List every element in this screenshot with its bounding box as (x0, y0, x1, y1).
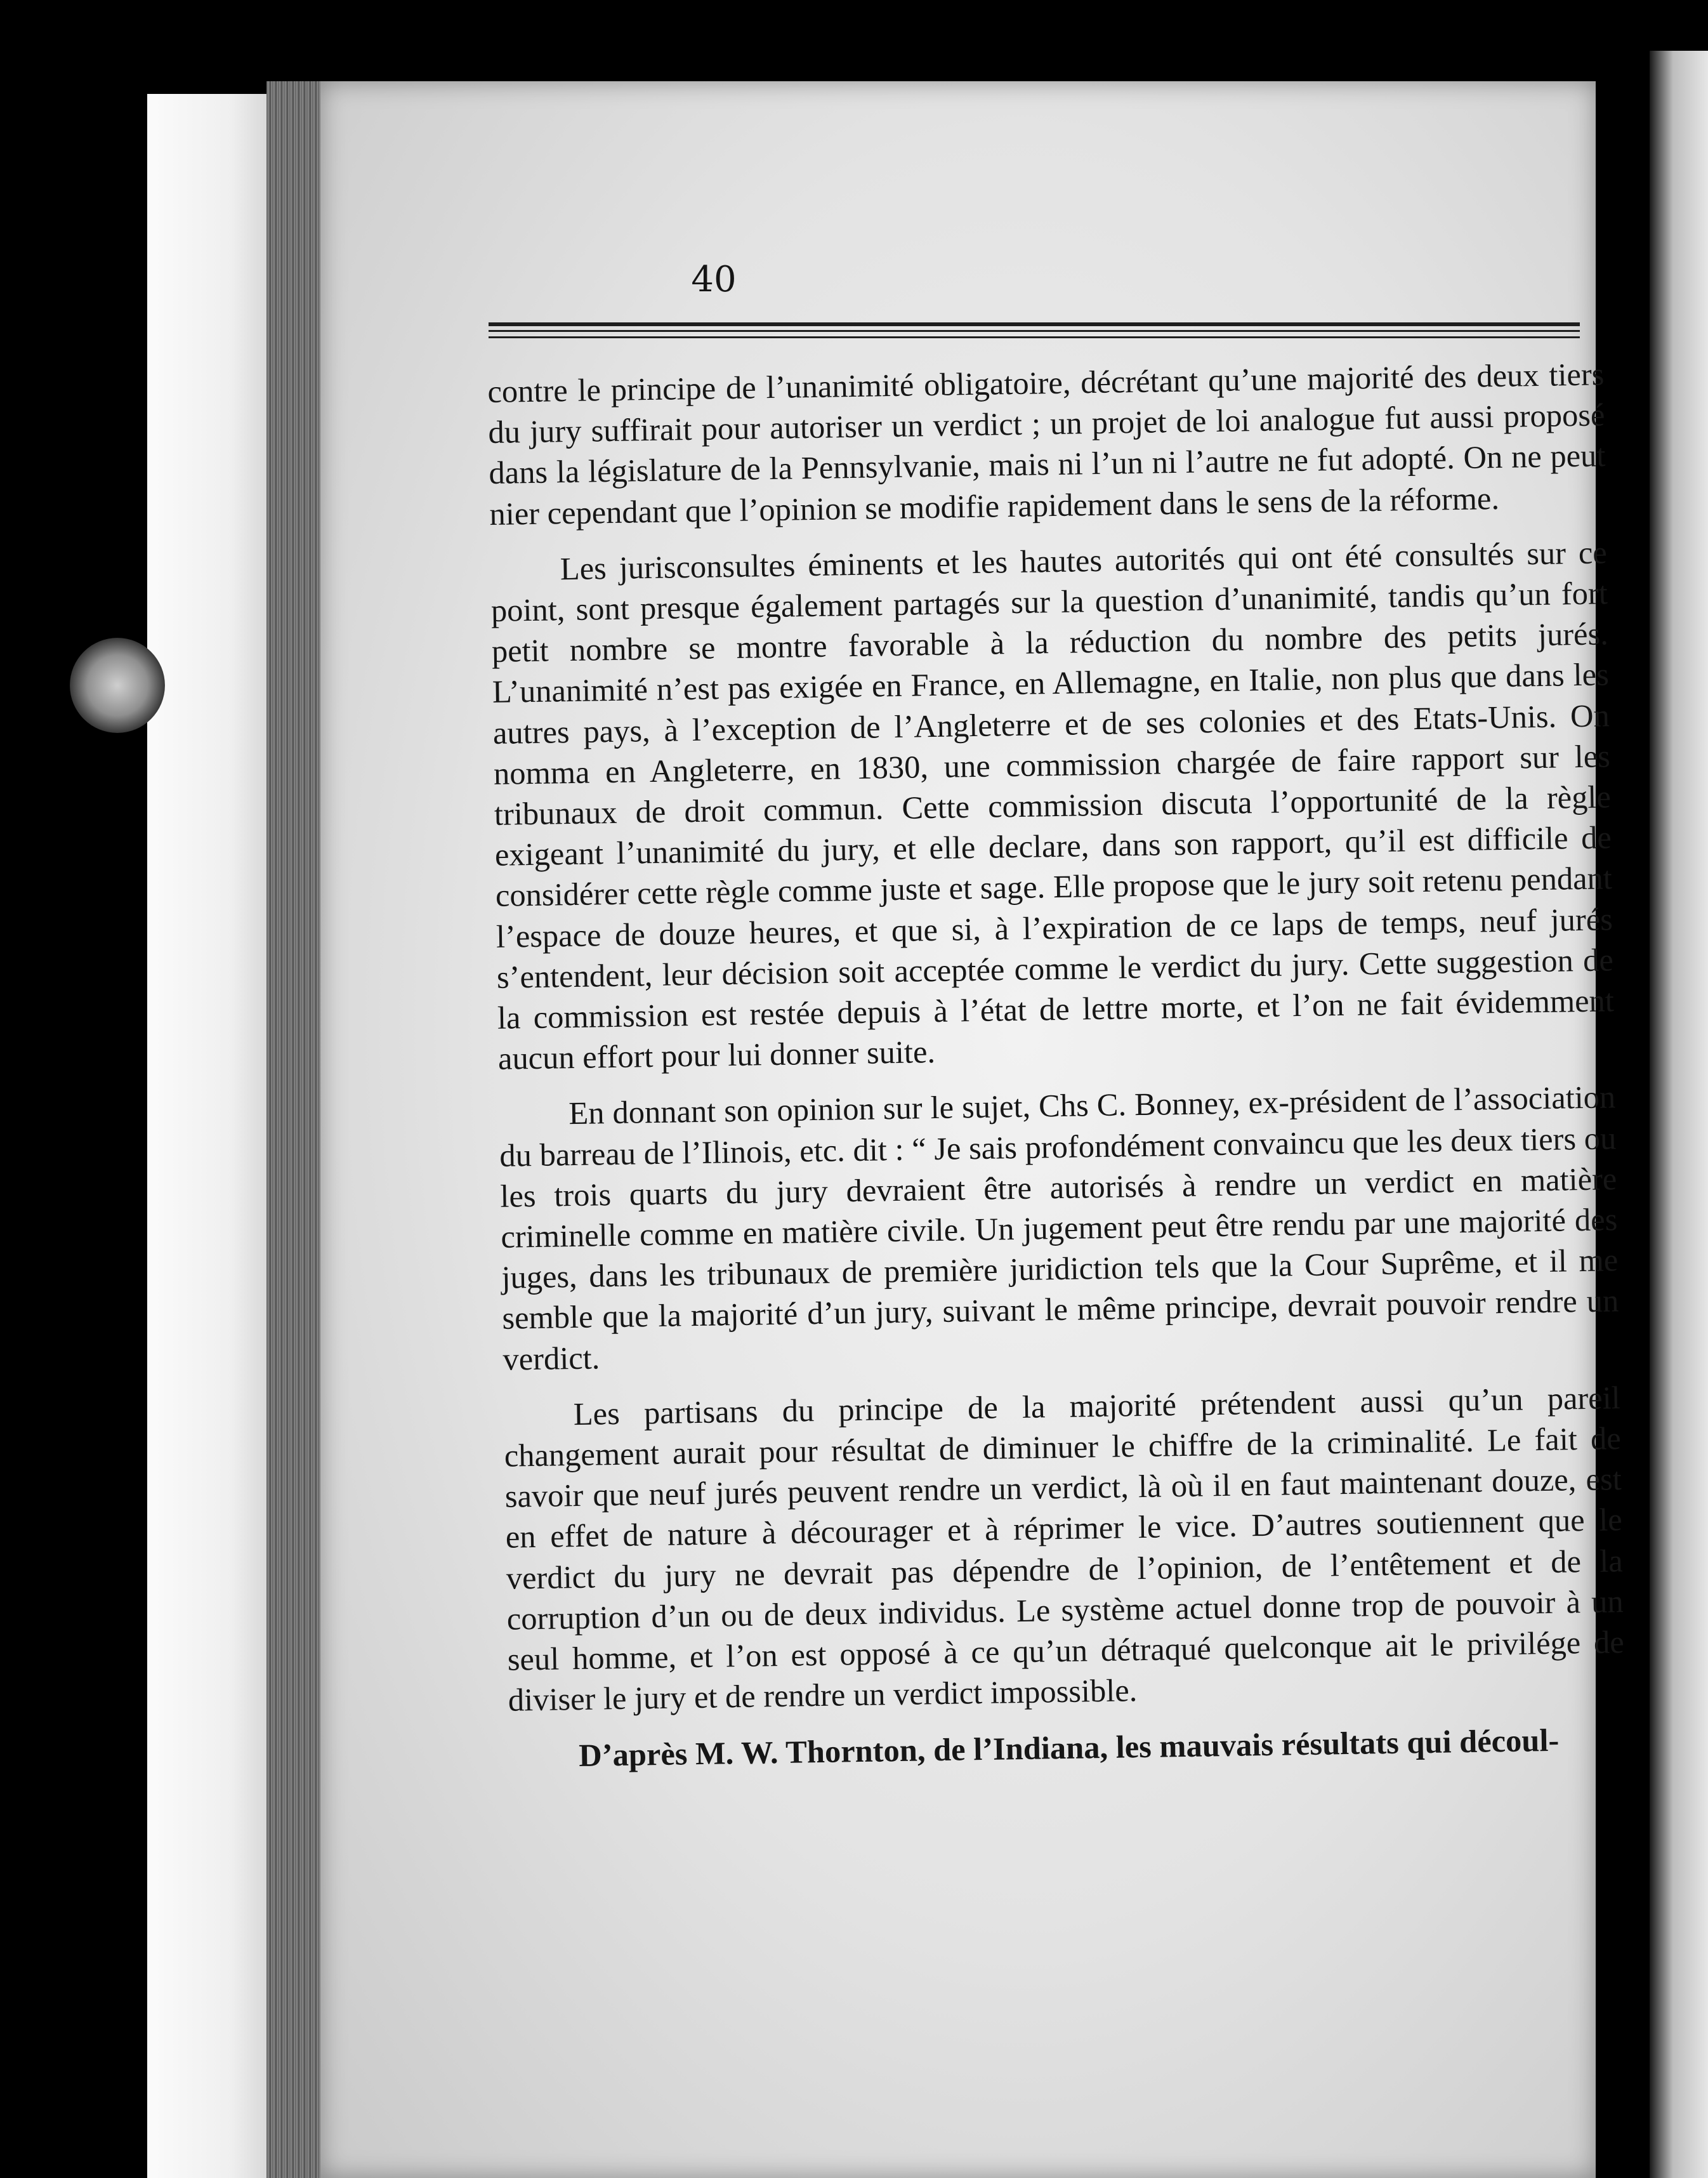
paragraph: contre le principe de l’unanimité obligatoire, décrétant qu’une majorité des deux tiers du jury suffirait pour autoriser un verdict ; un projet de loi analogue fut aussi proposé dans la législature de la Pennsylvanie, mais ni l’un ni l’autre ne fut adopté. On ne peut nier cependant que l’opinion se modifie rapidement dans le sens de la réforme. (487, 356, 1606, 532)
paragraph: Les partisans du principe de la majorité prétendent aussi qu’un pareil changement aurait pour résultat de diminuer le chiffre de la criminalité. Le fait de savoir que neuf jurés peuvent rendre un verdict, là où il en faut maintenant douze, est en effet de nature à décourager et à réprimer le vice. D’autres soutiennent que le verdict du jury ne devrait pas dépendre de l’opinion, de l’entêtement et de la corruption d’un ou de deux individus. Le système actuel donne trop de pouvoir à un seul homme, et l’on est opposé à ce qu’un détraqué quelconque ait le privilége de diviser le jury et de rendre un verdict impossible. (504, 1380, 1625, 1719)
paragraph: Les jurisconsultes éminents et les hautes autorités qui ont été consultés sur ce point, sont presque également partagés sur la question d’unanimité, tandis qu’un fort petit nombre se montre favorable à la réduction du nombre des petits jurés. L’unanimité n’est pas exigée en France, en Allemagne, en Italie, non plus que dans les autres pays, à l’exception de l’Angleterre et de ses colonies et des Etats-Unis. On nomma en Angleterre, en 1830, une commission chargée de faire rapport sur les tribunaux de droit commun. Cette commission discuta l’opportunité de la règle exigeant l’unanimité du jury, et elle declare, dans son rapport, qu’il est difficile de considérer cette règle comme juste et sage. Elle propose que le jury soit retenu pendant l’espace de douze heures, et que si, à l’expiration de ce laps de temps, neuf jurés s’entendent, leur décision soit acceptée comme le verdict du jury. Cette suggestion de la commission est restée depuis à l’état de lettre morte, et l’on ne fait évidemment aucun effort pour lui donner suite. (490, 534, 1615, 1077)
next-page-edge (1650, 51, 1708, 2178)
page-number: 40 (691, 259, 737, 300)
header-rule (489, 322, 1580, 326)
book-spine-strip (147, 94, 268, 2178)
header-rule (489, 336, 1580, 338)
body-text (487, 353, 1626, 1792)
page-edges (266, 81, 324, 2178)
paragraph: D’après M. W. Thornton, de l’Indiana, les mauvais résultats qui découl- (578, 1722, 1560, 1773)
header-rule (489, 330, 1580, 332)
margin-spot (70, 638, 165, 733)
paragraph: En donnant son opinion sur le sujet, Chs C. Bonney, ex-président de l’association du barreau de l’Ilinois, etc. dit : “ Je sais profondément convaincu que les deux tiers ou les trois quarts du jury devraient être autorisés à rendre un verdict en matière criminelle comme en matière civile. Un jugement peut être rendu par une majorité des juges, dans les tribunaux de première juridiction tels que la Cour Suprême, et il me semble que la majorité d’un jury, suivant le même principe, devrait pouvoir rendre un verdict. (499, 1079, 1619, 1377)
